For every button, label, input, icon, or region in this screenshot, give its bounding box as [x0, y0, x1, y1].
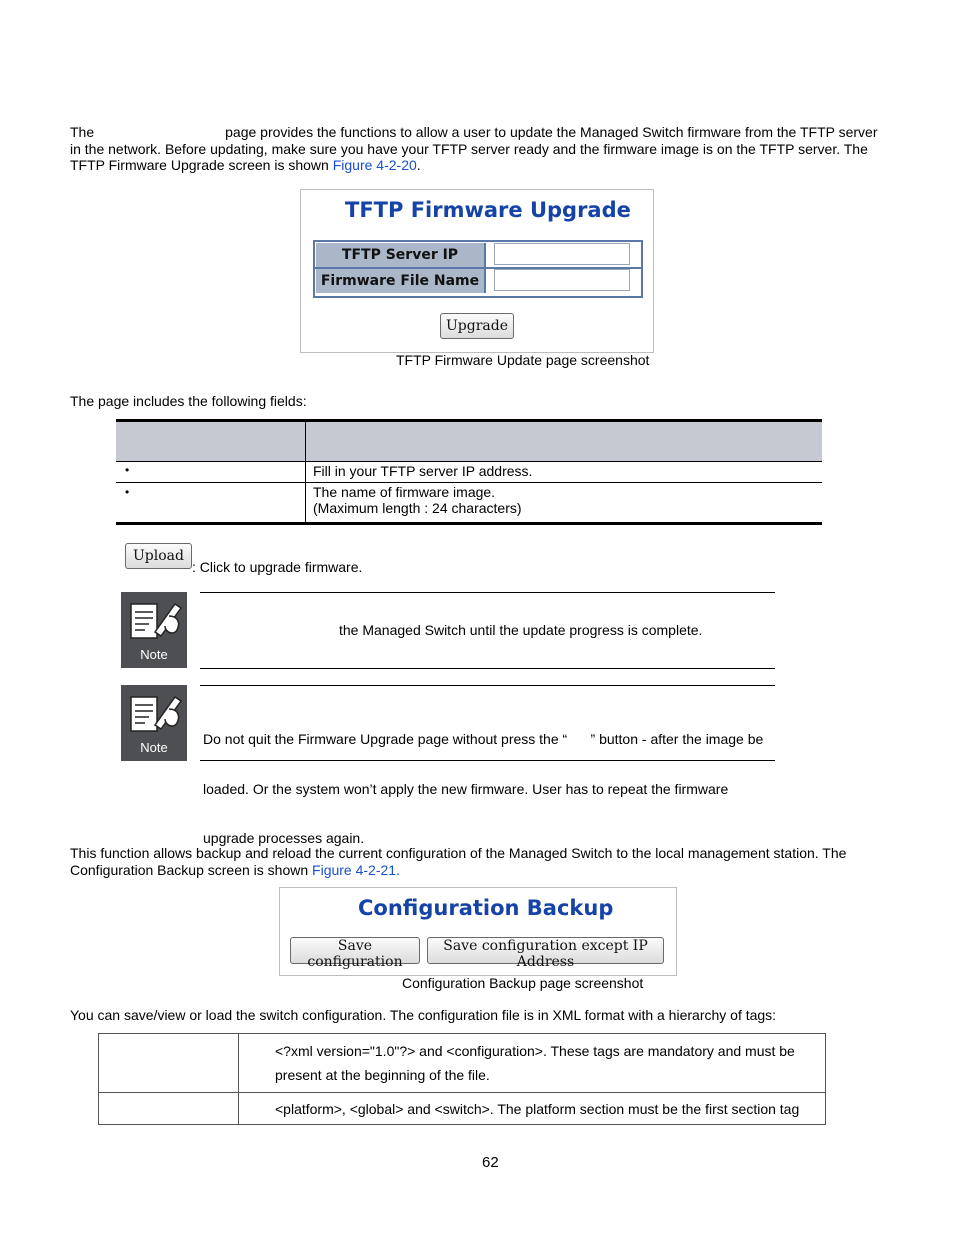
field-desc-file-name: The name of firmware image. (Maximum length : 24 characters) — [313, 484, 522, 516]
file-name-row — [315, 269, 641, 294]
config-backup-screenshot — [279, 887, 677, 976]
note-top-rule — [200, 685, 775, 686]
xml-intro: You can save/view or load the switch configuration. The configuration file is in XML format with a hierarchy of tags: — [70, 1007, 777, 1023]
intro-the: The — [70, 124, 95, 140]
xml-table-row-divider — [98, 1092, 826, 1093]
note-bottom-rule — [200, 668, 775, 669]
figure-link-4-2-20[interactable]: Figure 4-2-20 — [332, 157, 417, 173]
figure-link-4-2-21[interactable]: Figure 4-2-21. — [312, 861, 400, 878]
field-desc-server-ip: Fill in your TFTP server IP address. — [313, 463, 533, 479]
upgrade-button[interactable]: Upgrade — [440, 313, 514, 339]
field-table-column-divider — [305, 422, 306, 522]
note-top-rule — [200, 592, 775, 593]
intro-paragraph: The page provides the functions to allow a user to update the Managed Switch firmware from the TFTP server in the network. Before updating, make sure you have your TFTP server ready and the firmware image is on the TFTP server. The TFTP Firmware Upgrade screen is shown Figure 4-2-20. — [70, 124, 890, 174]
tftp-form-table — [313, 240, 643, 298]
config-backup-title: Configuration Backup — [358, 896, 614, 920]
field-table-row-divider — [116, 482, 822, 483]
server-ip-input[interactable] — [494, 243, 630, 265]
xml-table-column-divider — [238, 1033, 239, 1125]
file-name-label: Firmware File Name — [316, 269, 486, 293]
note1-text: the Managed Switch until the update progress is complete. — [339, 622, 703, 638]
field-table-bottom-border — [116, 522, 822, 525]
intro-line2: in the network. Before updating, make sure you have your TFTP server ready and the firmware image is on the TFTP server. The — [70, 140, 868, 157]
server-ip-label: TFTP Server IP — [316, 243, 486, 267]
server-ip-row — [315, 242, 641, 267]
backup-intro: This function allows backup and reload the current configuration of the Managed Switch to the local management station. The Configuration Backup screen is shown Figure 4-2-21. — [70, 845, 847, 878]
fields-intro: The page includes the following fields: — [70, 393, 307, 409]
figure-caption-1: TFTP Firmware Update page screenshot — [396, 352, 650, 368]
intro-line3: TFTP Firmware Upgrade screen is shown — [70, 157, 329, 173]
save-configuration-button[interactable]: Save configuration — [290, 937, 420, 964]
upload-button[interactable]: Upload — [125, 543, 192, 569]
page-number: 62 — [482, 1154, 499, 1171]
tftp-upgrade-title: TFTP Firmware Upgrade — [345, 198, 631, 222]
note2-text: Do not quit the Firmware Upgrade page without press the “ ” button - after the image be loaded. Or the system won’t apply the new firmware. User has to repeat the firmware upgrade processes again. — [203, 731, 764, 846]
xml-table-row1-desc: <?xml version="1.0"?> and <configuration>. These tags are mandatory and must be present at the beginning of the file. — [275, 1043, 795, 1083]
field-bullet: • — [125, 463, 130, 477]
note-label: Note — [140, 740, 168, 755]
field-bullet: • — [125, 485, 130, 499]
xml-table-row2-desc: <platform>, <global> and <switch>. The platform section must be the first section tag — [275, 1101, 800, 1117]
tftp-upgrade-screenshot — [300, 189, 654, 353]
upload-description: : Click to upgrade firmware. — [192, 559, 363, 575]
figure-caption-2: Configuration Backup page screenshot — [402, 975, 644, 991]
save-configuration-except-ip-button[interactable]: Save configuration except IP Address — [427, 937, 664, 964]
field-table-row-divider — [116, 461, 822, 462]
note-label: Note — [140, 647, 168, 662]
file-name-input[interactable] — [494, 269, 630, 291]
intro-line1: page provides the functions to allow a user to update the Managed Switch firmware from the TFTP server — [225, 124, 878, 140]
field-table-header — [116, 422, 822, 461]
